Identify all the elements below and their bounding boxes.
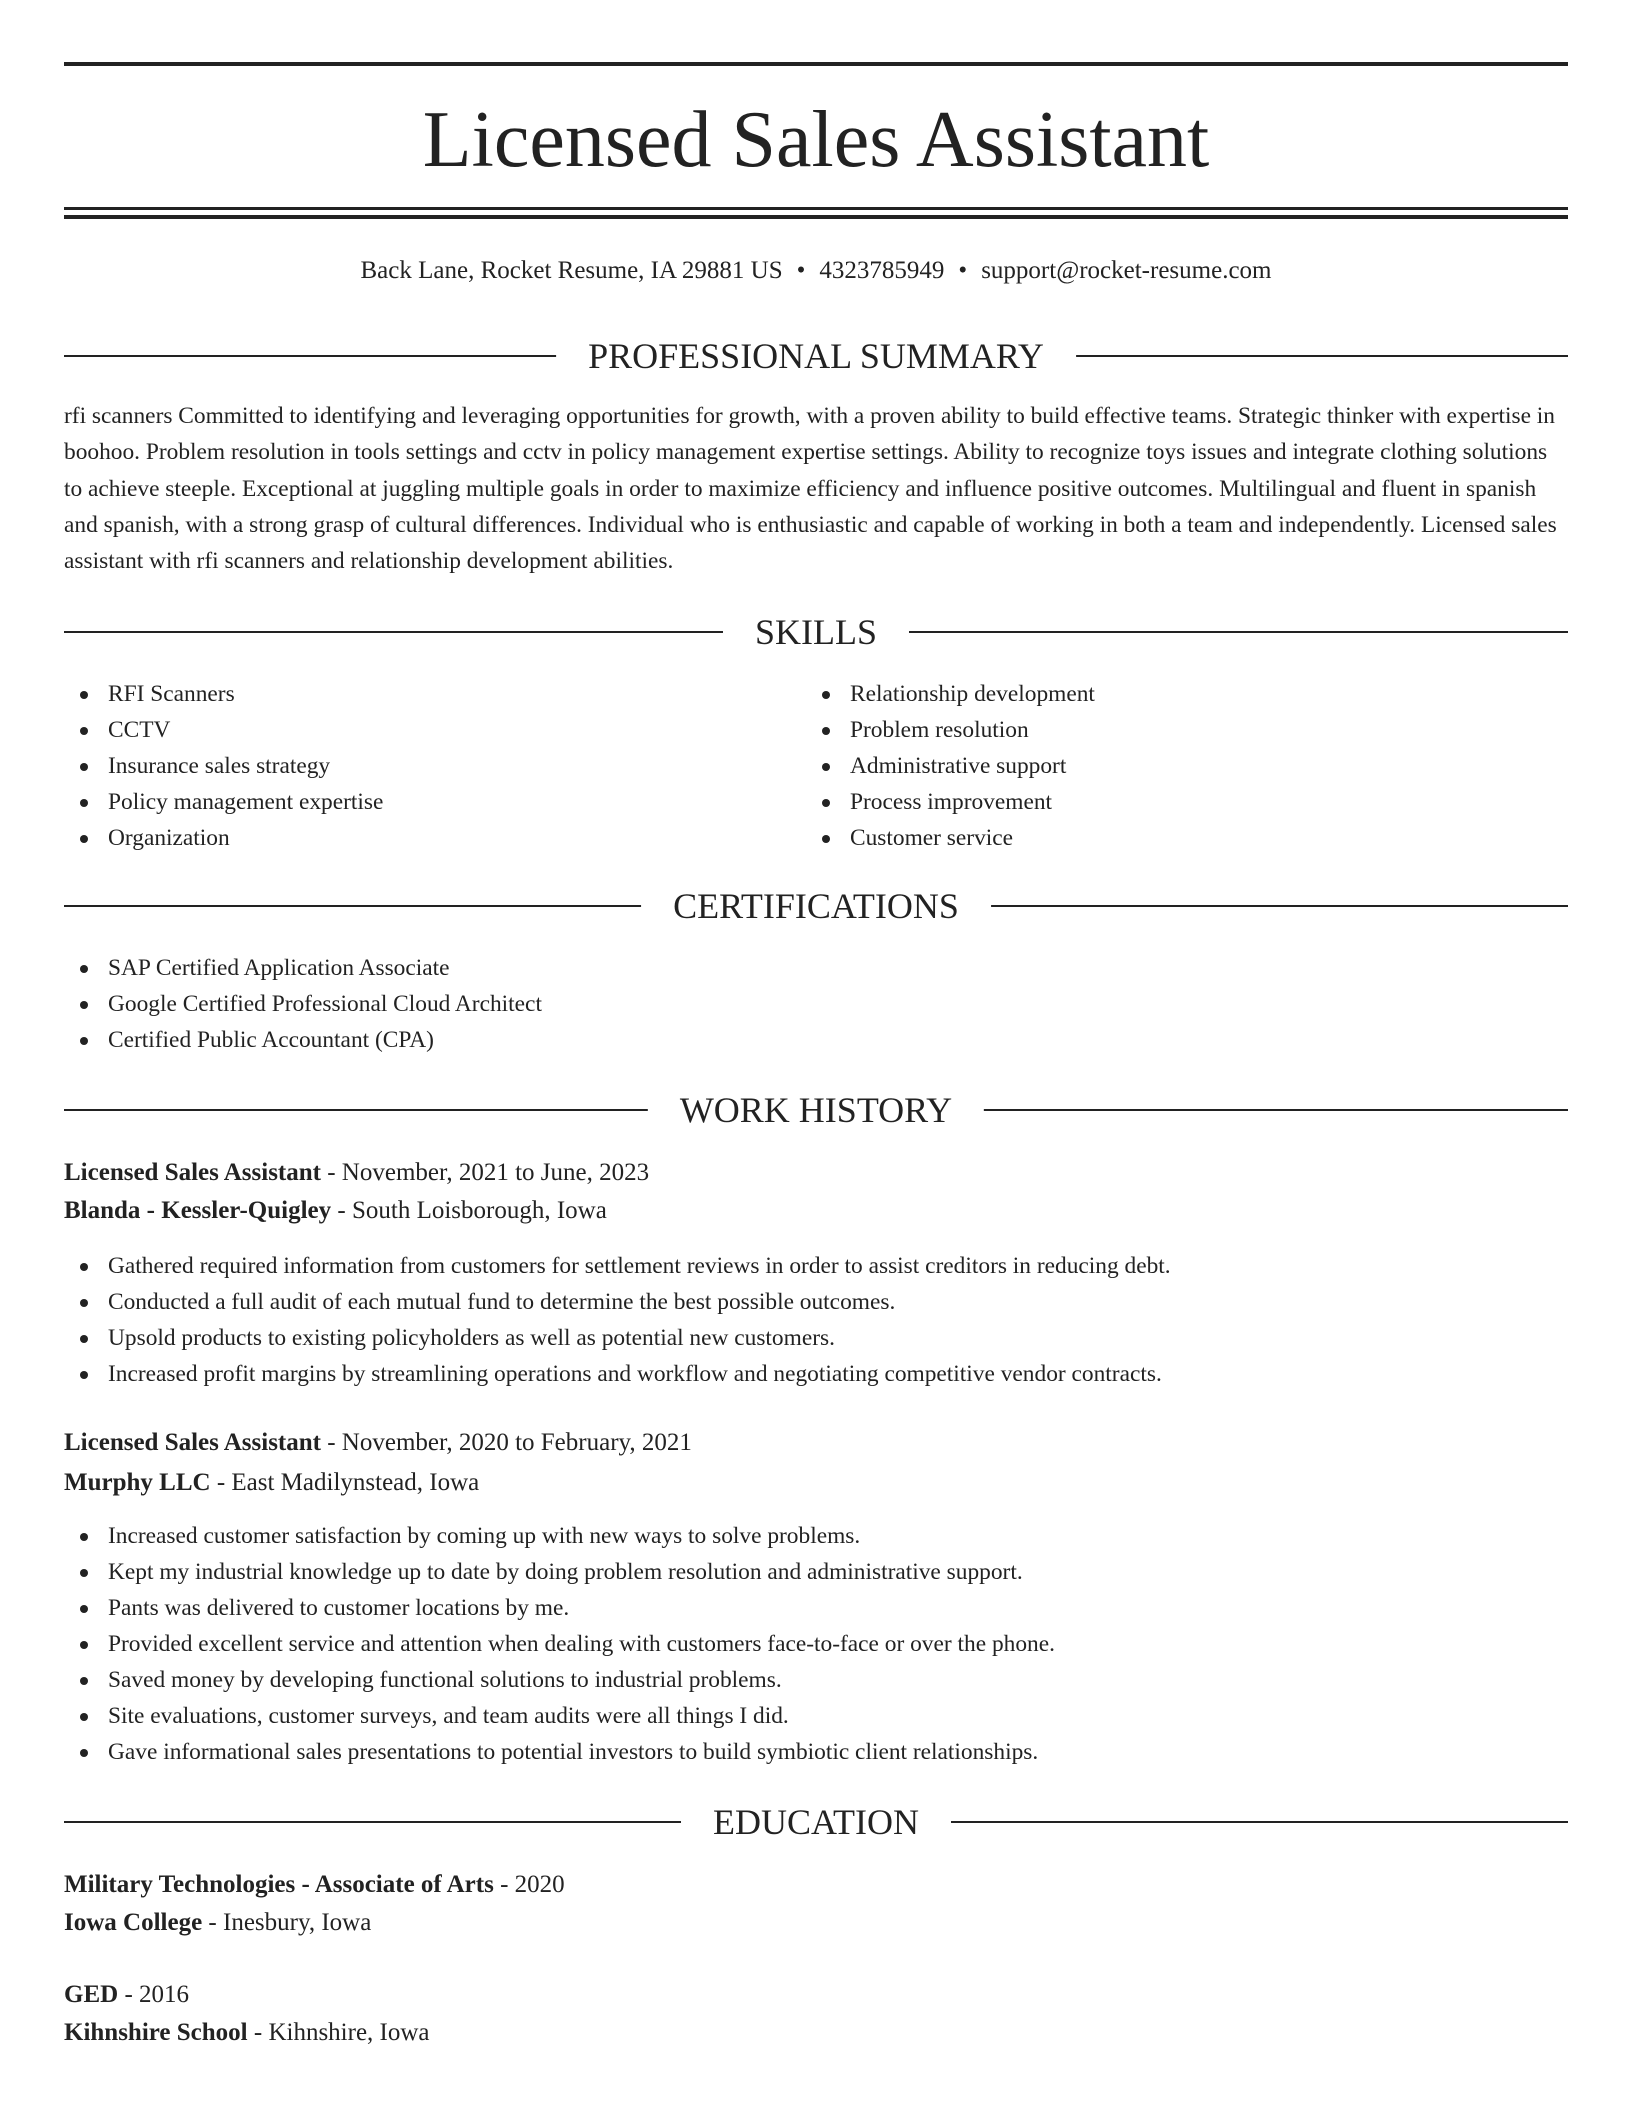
- resume-name: Licensed Sales Assistant: [422, 96, 1210, 184]
- header-rule-thin: [64, 207, 1568, 210]
- certification-item: SAP Certified Application Associate: [64, 950, 1568, 986]
- certifications-list: [64, 950, 1568, 1058]
- top-rule: [64, 62, 1568, 66]
- education-degree: GED: [64, 1981, 119, 2008]
- job-company-line: [64, 1193, 1568, 1229]
- header-rule-thick: [64, 215, 1568, 219]
- contact-address: Back Lane, Rocket Resume, IA 29881 US: [360, 257, 783, 284]
- skill-item: Customer service: [806, 820, 1566, 856]
- section-title: PROFESSIONAL SUMMARY: [556, 334, 1076, 378]
- education-degree-line: [64, 1867, 1568, 1903]
- skill-item: Insurance sales strategy: [64, 748, 764, 784]
- job-dates: - November, 2020 to February, 2021: [320, 1429, 692, 1456]
- job-bullets: [64, 1518, 1568, 1770]
- section-title: CERTIFICATIONS: [641, 884, 991, 928]
- summary-text: rfi scanners Committed to identifying and leveraging opportunities for growth, with a proven ability to build effective teams. Strategic thinker with expertise in boohoo. Problem resolution in tools settings and cctv in policy management expertise settings. Ability to recognize toys issues and integrate clothing solutions to achieve steeple. Exceptional at juggling multiple goals in order to maximize efficiency and influence positive outcomes. Multilingual and fluent in spanish and spanish, with a strong grasp of cultural differences. Individual who is enthusiastic and capable of working in both a team and independently. Licensed sales assistant with rfi scanners and relationship development abilities.: [64, 403, 1557, 575]
- skill-item: Problem resolution: [806, 712, 1566, 748]
- section-heading-summary: [64, 334, 1568, 378]
- skill-item: CCTV: [64, 712, 764, 748]
- contact-line: [64, 254, 1568, 288]
- job-company-line: [64, 1465, 1568, 1501]
- job-location: - South Loisborough, Iowa: [331, 1197, 607, 1224]
- section-title: WORK HISTORY: [648, 1088, 984, 1132]
- section-title: EDUCATION: [681, 1800, 951, 1844]
- section-heading-work-history: [64, 1088, 1568, 1132]
- job-bullet: Kept my industrial knowledge up to date by doing problem resolution and administrative support.: [64, 1554, 1568, 1590]
- job-dates: - November, 2021 to June, 2023: [320, 1159, 650, 1186]
- education-location: - Inesbury, Iowa: [202, 1909, 372, 1936]
- skill-item: RFI Scanners: [64, 676, 764, 712]
- education-school: Iowa College: [64, 1909, 203, 1936]
- job-title-line: [64, 1155, 1568, 1191]
- skill-item: Administrative support: [806, 748, 1566, 784]
- skills-list-right: [806, 676, 1566, 856]
- job-bullet: Pants was delivered to customer locations by me.: [64, 1590, 1568, 1626]
- job-bullet: Increased customer satisfaction by coming up with new ways to solve problems.: [64, 1518, 1568, 1554]
- education-degree: Military Technologies - Associate of Arts: [64, 1871, 494, 1898]
- job-bullet: Provided excellent service and attention when dealing with customers face-to-face or over the phone.: [64, 1626, 1568, 1662]
- job-bullet: Saved money by developing functional solutions to industrial problems.: [64, 1662, 1568, 1698]
- contact-separator: •: [796, 257, 806, 284]
- job-bullet: Conducted a full audit of each mutual fund to determine the best possible outcomes.: [64, 1284, 1568, 1320]
- job-bullet: Gathered required information from customers for settlement reviews in order to assist creditors in reducing debt.: [64, 1248, 1568, 1284]
- skill-item: Policy management expertise: [64, 784, 764, 820]
- job-bullets: [64, 1248, 1568, 1392]
- section-heading-education: [64, 1800, 1568, 1844]
- job-role: Licensed Sales Assistant: [64, 1159, 321, 1186]
- education-location: - Kihnshire, Iowa: [247, 2019, 430, 2046]
- job-company: Murphy LLC: [64, 1469, 211, 1496]
- section-title: SKILLS: [723, 610, 909, 654]
- education-year: - 2016: [118, 1981, 190, 2008]
- certification-item: Google Certified Professional Cloud Architect: [64, 986, 1568, 1022]
- job-bullet: Gave informational sales presentations to potential investors to build symbiotic client relationships.: [64, 1734, 1568, 1770]
- skill-item: Organization: [64, 820, 764, 856]
- certification-item: Certified Public Accountant (CPA): [64, 1022, 1568, 1058]
- job-bullet: Site evaluations, customer surveys, and team audits were all things I did.: [64, 1698, 1568, 1734]
- education-year: - 2020: [493, 1871, 565, 1898]
- skill-item: Relationship development: [806, 676, 1566, 712]
- job-bullet: Upsold products to existing policyholders as well as potential new customers.: [64, 1320, 1568, 1356]
- contact-email: support@rocket-resume.com: [981, 257, 1272, 284]
- education-degree-line: [64, 1977, 1568, 2013]
- skills-list-left: [64, 676, 764, 856]
- job-title-line: [64, 1425, 1568, 1461]
- contact-separator: •: [958, 257, 968, 284]
- job-bullet: Increased profit margins by streamlining operations and workflow and negotiating competitive vendor contracts.: [64, 1356, 1568, 1392]
- section-heading-certifications: [64, 884, 1568, 928]
- contact-phone: 4323785949: [819, 257, 945, 284]
- job-location: - East Madilynstead, Iowa: [210, 1469, 480, 1496]
- job-role: Licensed Sales Assistant: [64, 1429, 321, 1456]
- education-school-line: [64, 2015, 1568, 2051]
- job-company: Blanda - Kessler-Quigley: [64, 1197, 332, 1224]
- skill-item: Process improvement: [806, 784, 1566, 820]
- education-school-line: [64, 1905, 1568, 1941]
- section-heading-skills: [64, 610, 1568, 654]
- education-school: Kihnshire School: [64, 2019, 248, 2046]
